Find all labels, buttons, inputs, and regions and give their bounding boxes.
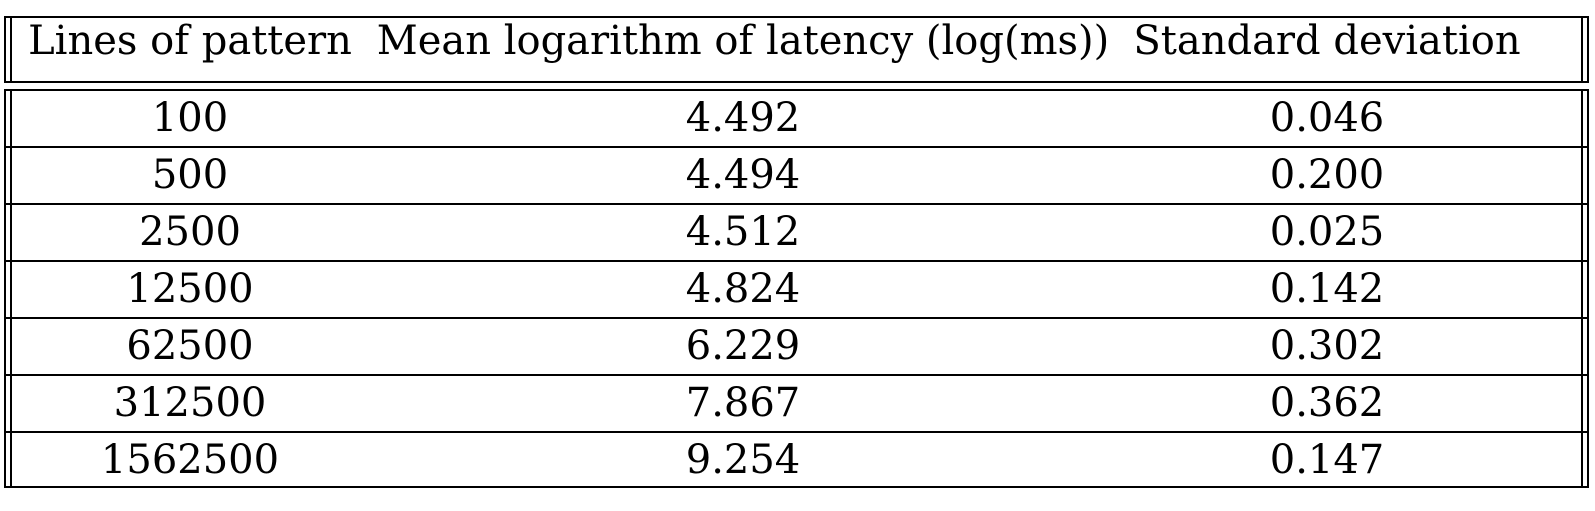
header-bottom-rule [4, 81, 1588, 83]
cell-std: 0.147 [1269, 437, 1385, 483]
right-border-inner [1581, 16, 1583, 83]
row-rule [4, 431, 1588, 433]
left-border-inner [10, 16, 12, 83]
cell-lines: 62500 [126, 323, 254, 369]
row-rule [4, 374, 1588, 376]
header-standard-deviation: Standard deviation [1133, 18, 1521, 64]
cell-lines: 312500 [113, 380, 267, 426]
row-rule [4, 146, 1588, 148]
row-rule [4, 203, 1588, 205]
cell-mean: 4.492 [685, 95, 801, 141]
cell-lines: 1562500 [100, 437, 280, 483]
cell-std: 0.046 [1269, 95, 1385, 141]
cell-std: 0.025 [1269, 209, 1385, 255]
cell-mean: 6.229 [685, 323, 801, 369]
cell-mean: 9.254 [685, 437, 801, 483]
cell-std: 0.200 [1269, 152, 1385, 198]
cell-std: 0.362 [1269, 380, 1385, 426]
left-border-outer [4, 16, 6, 83]
cell-lines: 500 [151, 152, 229, 198]
right-border-outer [1587, 16, 1589, 83]
left-border-outer [4, 89, 6, 488]
cell-lines: 12500 [126, 266, 254, 312]
body-top-rule [4, 89, 1588, 91]
right-border-outer [1587, 89, 1589, 488]
cell-mean: 7.867 [685, 380, 801, 426]
cell-lines: 2500 [139, 209, 241, 255]
bottom-rule [4, 486, 1588, 488]
cell-mean: 4.512 [685, 209, 801, 255]
left-border-inner [10, 89, 12, 488]
cell-std: 0.142 [1269, 266, 1385, 312]
right-border-inner [1581, 89, 1583, 488]
cell-mean: 4.824 [685, 266, 801, 312]
row-rule [4, 317, 1588, 319]
cell-lines: 100 [151, 95, 229, 141]
cell-std: 0.302 [1269, 323, 1385, 369]
cell-mean: 4.494 [685, 152, 801, 198]
header-mean-log-latency: Mean logarithm of latency (log(ms)) [376, 18, 1110, 64]
row-rule [4, 260, 1588, 262]
header-lines-of-pattern: Lines of pattern [28, 18, 352, 64]
